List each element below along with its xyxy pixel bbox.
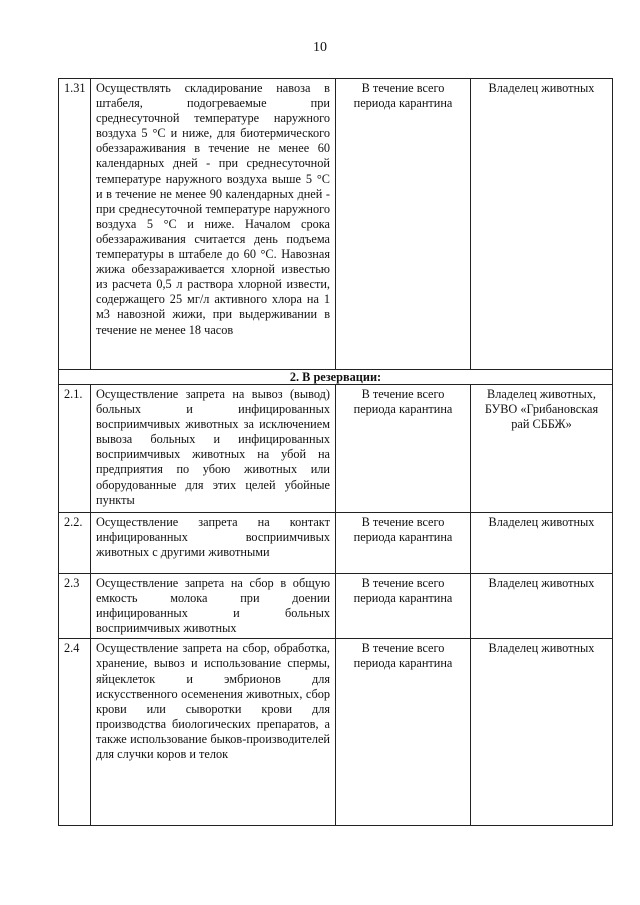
- row-number: 2.2.: [59, 513, 91, 574]
- responsible-text: Владелец животных: [471, 574, 613, 639]
- measure-text: Осуществление запрета на сбор, обработка, хранение, вывоз и использование спермы, яйцеклеток и эмбрионов для искусственного осеменения животных, сбор крови или сыворотки крови для производства биологических препаратов, а также использование быков-производителей для случки коров и телок: [91, 639, 336, 826]
- row-number: 1.31: [59, 79, 91, 370]
- table-row: [59, 639, 613, 826]
- row-number: 2.1.: [59, 385, 91, 513]
- row-number: 2.3: [59, 574, 91, 639]
- term-text: В течение всего периода карантина: [336, 513, 471, 574]
- measure-text: Осуществление запрета на вывоз (вывод) больных и инфицированных восприимчивых животных за исключением вывоза больных и инфицированных восприимчивых животных на убой на предприятия по убою животных или оборудованные для этих целей убойные пункты: [91, 385, 336, 513]
- term-text: В течение всего периода карантина: [336, 385, 471, 513]
- responsible-text: Владелец животных: [471, 639, 613, 826]
- term-text: В течение всего периода карантина: [336, 639, 471, 826]
- responsible-text: Владелец животных: [471, 513, 613, 574]
- table-row: [59, 79, 613, 370]
- table-row: [59, 385, 613, 513]
- term-text: В течение всего периода карантина: [336, 574, 471, 639]
- responsible-text: Владелец животных: [471, 79, 613, 370]
- section-title: 2. В резервации:: [59, 370, 613, 385]
- measure-text: Осуществление запрета на сбор в общую емкость молока при доении инфицированных и больных восприимчивых животных: [91, 574, 336, 639]
- row-number: 2.4: [59, 639, 91, 826]
- page-number: 10: [313, 40, 327, 55]
- measure-text: Осуществлять складирование навоза в штабеля, подогреваемые при среднесуточной температуре наружного воздуха 5 °С и ниже, для биотермического обеззараживания в течение не менее 60 календарных дней - при среднесуточной температуре наружного воздуха выше 5 °С и в течение не менее 90 календарных дней - при среднесуточной температуре наружного воздуха 5 °С и ниже. Началом срока обеззараживания считается день подъема температуры в штабеле до 60 °С. Навозная жижа обеззараживается хлорной известью из расчета 0,5 л раствора хлорной извести, содержащего 25 мг/л активного хлора на 1 м3 навозной жижи, при выдерживании в течение не менее 18 часов: [91, 79, 336, 370]
- table-row: [59, 574, 613, 639]
- measures-table: [58, 78, 613, 826]
- term-text: В течение всего периода карантина: [336, 79, 471, 370]
- measure-text: Осуществление запрета на контакт инфицированных восприимчивых животных с другими животными: [91, 513, 336, 574]
- table-row: [59, 513, 613, 574]
- responsible-text: Владелец животных, БУВО «Грибановская рай СББЖ»: [471, 385, 613, 513]
- section-header-row: [59, 370, 613, 385]
